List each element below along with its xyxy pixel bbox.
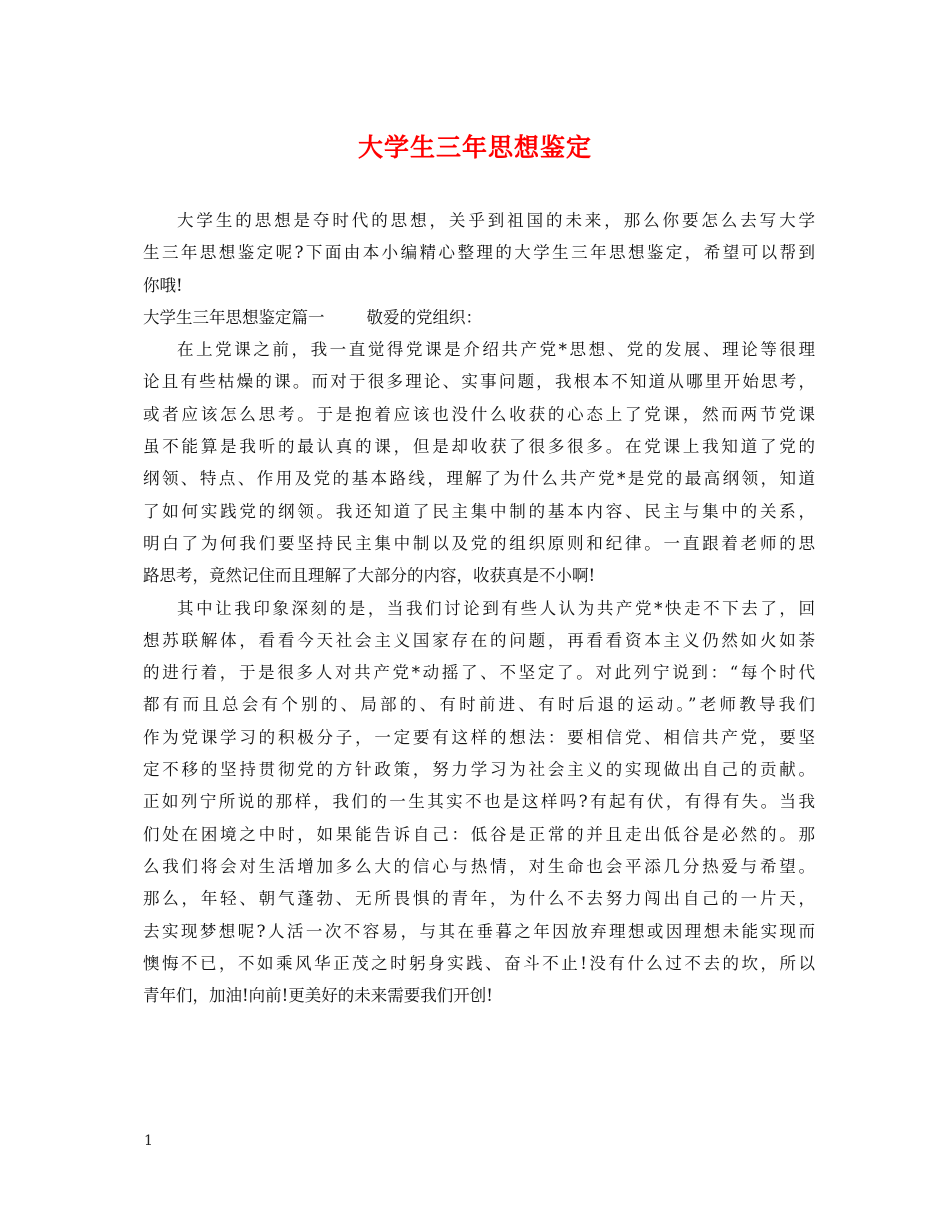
- paragraph-line: 懊悔不已，不如乘风华正茂之时躬身实践、奋斗不止!没有什么过不去的坎，所以: [143, 953, 815, 973]
- paragraph-line: 路思考，竟然记住而且理解了大部分的内容，收获真是不小啊!: [143, 566, 596, 586]
- paragraph-line: 那么，年轻、朝气蓬勃、无所畏惧的青年，为什么不去努力闯出自己的一片天，: [143, 889, 815, 909]
- body-paragraph-2: [143, 593, 815, 1013]
- salutation: 敬爱的党组织：: [366, 307, 482, 327]
- paragraph-line: 作为党课学习的积极分子，一定要有这样的想法：要相信党、相信共产党，要坚: [143, 727, 815, 747]
- intro-paragraph: [143, 205, 815, 302]
- paragraph-line: 们处在困境之中时，如果能告诉自己：低谷是正常的并且走出低谷是必然的。那: [143, 824, 815, 844]
- document-body: [143, 205, 815, 1012]
- paragraph-line: 了如何实践党的纲领。我还知道了民主集中制的基本内容、民主与集中的关系，: [143, 501, 815, 521]
- paragraph-line: 大学生的思想是夺时代的思想，关乎到祖国的未来，那么你要怎么去写大学: [177, 211, 815, 230]
- paragraph-line: 你哦!: [143, 275, 183, 295]
- section-heading: 大学生三年思想鉴定篇一: [143, 307, 325, 327]
- paragraph-line: 想苏联解体，看看今天社会主义国家存在的问题，再看看资本主义仍然如火如荼: [143, 630, 815, 650]
- paragraph-line: 正如列宁所说的那样，我们的一生其实不也是这样吗?有起有伏，有得有失。当我: [143, 792, 815, 812]
- paragraph-line: 去实现梦想呢?人活一次不容易，与其在垂暮之年因放弃理想或因理想未能实现而: [143, 921, 815, 941]
- page-number: 1: [144, 1133, 153, 1149]
- paragraph-line: 虽不能算是我听的最认真的课，但是却收获了很多很多。在党课上我知道了党的: [143, 437, 815, 457]
- body-paragraph-1: [143, 334, 815, 592]
- paragraph-line: 明白了为何我们要坚持民主集中制以及党的组织原则和纪律。一直跟着老师的思: [143, 533, 815, 553]
- paragraph-line: 在上党课之前，我一直觉得党课是介绍共产党*思想、党的发展、理论等很理: [177, 340, 815, 360]
- section-heading-row: [143, 302, 815, 334]
- paragraph-line: 都有而且总会有个别的、局部的、有时前进、有时后退的运动。”老师教导我们: [143, 695, 815, 715]
- paragraph-line: 或者应该怎么思考。于是抱着应该也没什么收获的心态上了党课，然而两节党课: [143, 404, 815, 424]
- paragraph-line: 么我们将会对生活增加多么大的信心与热情，对生命也会平添几分热爱与希望。: [143, 856, 815, 876]
- paragraph-line: 论且有些枯燥的课。而对于很多理论、实事问题，我根本不知道从哪里开始思考，: [143, 372, 815, 392]
- document-title: 大学生三年思想鉴定: [357, 133, 592, 162]
- paragraph-line: 的进行着，于是很多人对共产党*动摇了、不坚定了。对此列宁说到：“每个时代: [143, 663, 815, 683]
- paragraph-line: 生三年思想鉴定呢?下面由本小编精心整理的大学生三年思想鉴定，希望可以帮到: [143, 243, 815, 263]
- paragraph-line: 定不移的坚持贯彻党的方针政策，努力学习为社会主义的实现做出自己的贡献。: [143, 760, 815, 780]
- paragraph-line: 其中让我印象深刻的是，当我们讨论到有些人认为共产党*快走不下去了，回: [177, 598, 815, 618]
- paragraph-line: 青年们，加油!向前!更美好的未来需要我们开创!: [143, 986, 493, 1006]
- paragraph-line: 纲领、特点、作用及党的基本路线，理解了为什么共产党*是党的最高纲领，知道: [143, 469, 815, 489]
